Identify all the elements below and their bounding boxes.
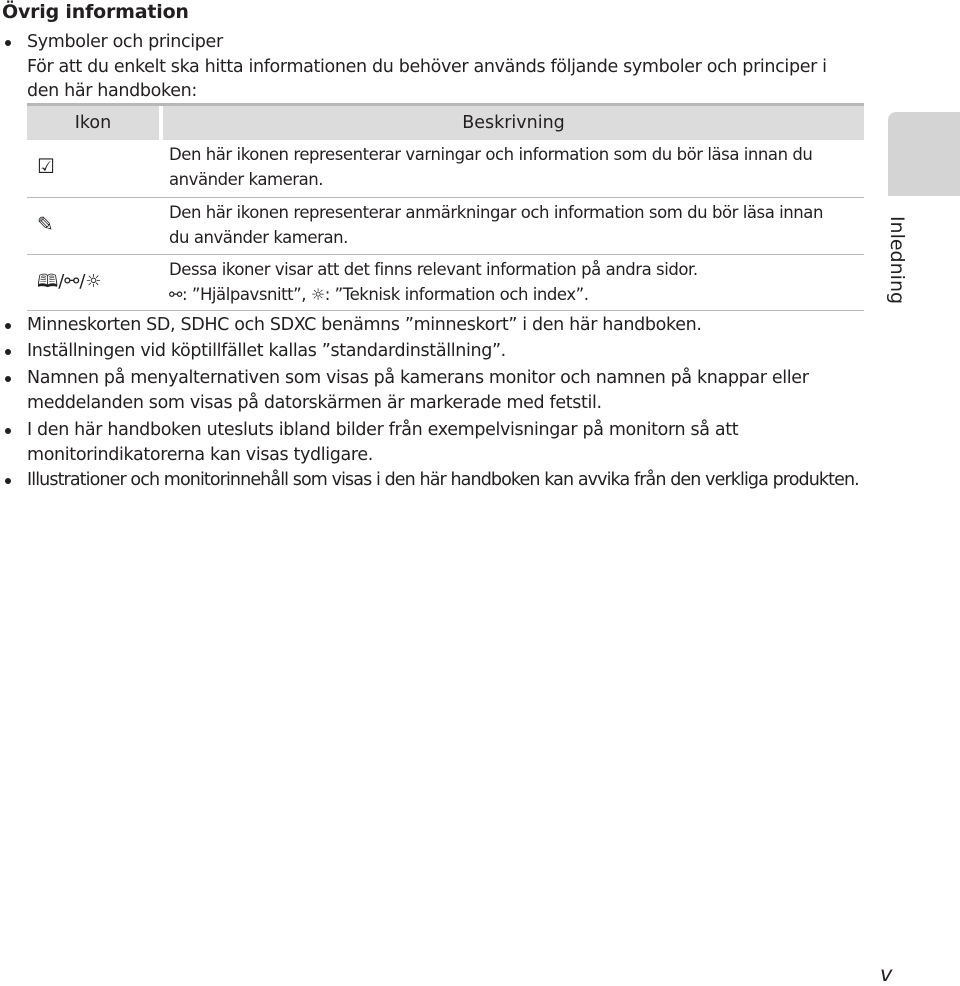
- bullet-text: I den här handboken utesluts ibland bilder från exempelvisningar på monitorn så att: [27, 420, 739, 440]
- table-header: [27, 103, 864, 140]
- desc-line: Dessa ikoner visar att det finns relevant information på andra sidor.: [169, 260, 698, 279]
- bullet-item: [0, 339, 506, 364]
- bullet-item: [0, 366, 809, 415]
- bullet-symbols: [0, 30, 827, 104]
- bullet-text: Namnen på menyalternativen som visas på kamerans monitor och namnen på knappar eller: [27, 368, 809, 388]
- bullet-dot: [5, 323, 11, 329]
- desc-line: du använder kameran.: [169, 227, 348, 247]
- header-description: Beskrivning: [163, 106, 864, 140]
- bullet-text-cont: meddelanden som visas på datorskärmen är markerade med fetstil.: [27, 392, 602, 413]
- bullet-text-cont: För att du enkelt ska hitta informationen du behöver används följande symboler och principer i: [27, 56, 827, 77]
- page-number: v: [880, 962, 893, 986]
- bullet-text-cont: monitorindikatorerna kan visas tydligare.: [27, 444, 373, 465]
- bullet-text: Symboler och principer: [27, 32, 223, 52]
- bullet-text: Minneskorten SD, SDHC och SDXC benämns ”minneskort” i den här handboken.: [27, 315, 702, 335]
- header-icon: Ikon: [27, 106, 159, 140]
- bullet-text: Illustrationer och monitorinnehåll som visas i den här handboken kan avvika från den verkliga produkten.: [27, 470, 859, 490]
- row-description: [169, 255, 864, 311]
- chapter-label: [878, 180, 938, 340]
- desc-line: [169, 283, 864, 308]
- bullet-item: [0, 418, 738, 467]
- table-row: [27, 198, 864, 255]
- symbols-table: [27, 103, 864, 311]
- binoculars-icon: ⚯: [169, 284, 182, 304]
- pencil-note-icon: ✎: [37, 212, 54, 236]
- desc-line: använder kameran.: [169, 169, 324, 189]
- desc-text: : ”Teknisk information och index”.: [324, 284, 589, 304]
- section-title: Övrig information: [2, 1, 189, 23]
- lightbulb-icon: ☼: [310, 284, 325, 304]
- desc-line: Den här ikonen representerar varningar och information som du bör läsa innan du: [169, 145, 813, 164]
- bullet-item: [0, 313, 702, 338]
- checkbox-icon: ☑: [37, 154, 55, 178]
- chapter-label-text: Inledning: [886, 215, 908, 305]
- bullet-item: [0, 468, 859, 493]
- bullet-dot: [5, 40, 11, 46]
- bullet-text: Inställningen vid köptillfället kallas ”standardinställning”.: [27, 341, 506, 361]
- desc-line: Den här ikonen representerar anmärkningar och information som du bör läsa innan: [169, 203, 823, 222]
- row-description: [169, 140, 864, 196]
- bullet-dot: [5, 428, 11, 434]
- table-row: [27, 255, 864, 311]
- table-row: [27, 140, 864, 198]
- desc-text: : ”Hjälpavsnitt”,: [181, 284, 311, 304]
- bullet-dot: [5, 478, 11, 484]
- bullet-dot: [5, 376, 11, 382]
- bullet-dot: [5, 349, 11, 355]
- book-binoculars-bulb-icons: 🕮/⚯/☼: [37, 271, 102, 292]
- bullet-text-cont: den här handboken:: [27, 81, 197, 101]
- row-description: [169, 198, 864, 254]
